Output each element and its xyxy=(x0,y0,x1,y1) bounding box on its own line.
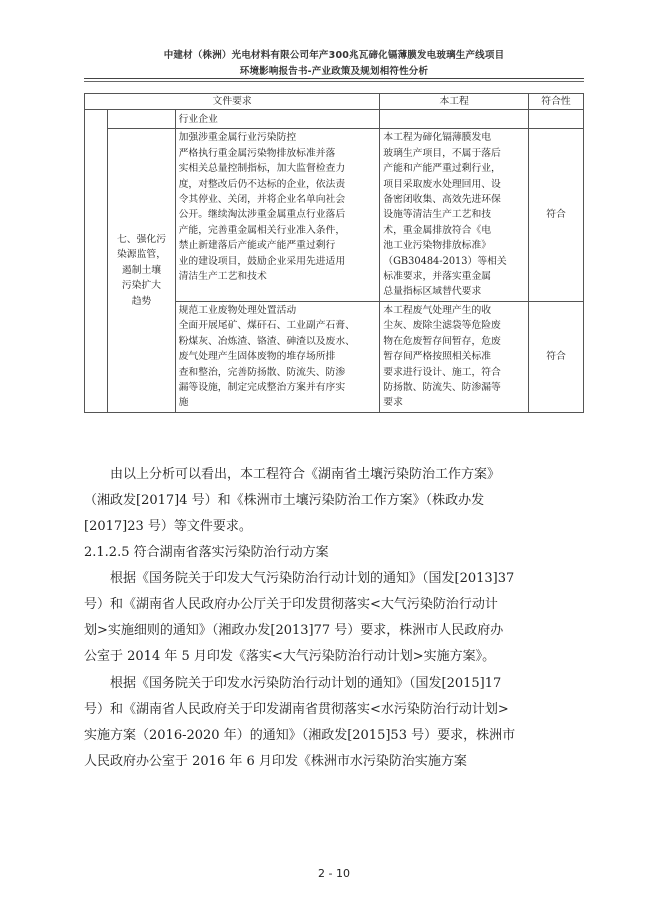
requirement-line: 查和整治，完善防扬散、防流失、防渗 xyxy=(178,366,346,378)
paragraph-water xyxy=(84,671,584,775)
text-line: [2017]23 号）等文件要求。 xyxy=(84,519,252,534)
requirement-line: 规范工业废物处理处置活动 xyxy=(178,304,297,316)
project-line: 防扬散、防流失、防渗漏等 xyxy=(383,381,501,393)
project-cell xyxy=(380,129,529,301)
project-line: 标准要求，并落实重金属 xyxy=(383,271,492,283)
project-line: 池工业污染物排放标准》 xyxy=(383,240,492,252)
project-line: 备密闭收集、高效先进环保 xyxy=(383,194,501,206)
fragment-cell: 行业企业 xyxy=(175,110,380,129)
requirement-line: 度，对整改后仍不达标的企业，依法责 xyxy=(178,178,346,190)
compliance-cell: 符合 xyxy=(528,301,583,412)
text-line: 根据《国务院关于印发大气污染防治行动计划的通知》（国发[2013]37 xyxy=(110,571,515,586)
project-line: 本工程废气处理产生的收 xyxy=(383,304,492,316)
header-title: 中建材（株洲）光电材料有限公司年产300兆瓦碲化镉薄膜发电玻璃生产线项目 xyxy=(163,50,505,61)
project-line: 本工程为碲化镉薄膜发电 xyxy=(383,132,492,144)
blank-project-top xyxy=(380,110,529,129)
requirement-line: 实相关总量控制指标，加大监督检查力 xyxy=(178,163,346,175)
requirement-line: 漏等设施，制定完成整治方案并有序实 xyxy=(178,381,346,393)
requirement-line: 施 xyxy=(178,397,189,409)
category-line: 染源监管， xyxy=(117,249,166,261)
project-line: 设施等清洁生产工艺和技 xyxy=(383,209,492,221)
header-subtitle: 环境影响报告书-产业政策及规划相符性分析 xyxy=(239,66,429,77)
project-cell xyxy=(380,301,529,412)
table-row xyxy=(85,129,584,301)
text-line: 根据《国务院关于印发水污染防治行动计划的通知》（国发[2015]17 xyxy=(110,676,502,691)
requirement-line: 清洁生产工艺和技术 xyxy=(178,271,267,283)
project-line: 要求进行设计、施工，符合 xyxy=(383,366,501,378)
header-requirement: 文件要求 xyxy=(85,94,380,110)
category-line: 七、强化污 xyxy=(117,234,166,246)
project-line: 术，重金属排放符合《电 xyxy=(383,224,492,236)
table-row-fragment xyxy=(85,110,584,129)
section-heading: 2.1.2.5 符合湖南省落实污染防治行动方案 xyxy=(84,545,329,560)
project-line: 尘灰、废除尘滤袋等危险废 xyxy=(383,320,501,332)
text-line: 号）和《湖南省人民政府办公厅关于印发贯彻落实<大气污染防治行动计 xyxy=(84,597,498,612)
header-rule xyxy=(84,78,584,79)
requirement-cell xyxy=(175,129,380,301)
text-line: 公室于 2014 年 5 月印发《落实<大气污染防治行动计划>实施方案》。 xyxy=(84,649,496,664)
requirement-line: 粉煤灰、冶炼渣、铬渣、砷渣以及废水、 xyxy=(178,335,355,347)
project-line: 暂存间严格按照相关标准 xyxy=(383,351,492,363)
header-compliance: 符合性 xyxy=(528,94,583,110)
text-line: 实施方案（2016-2020 年）的通知》（湘政发[2015]53 号）要求，株洲市 xyxy=(84,728,516,743)
text-line: 人民政府办公室于 2016 年 6 月印发《株洲市水污染防治实施方案 xyxy=(84,754,467,769)
category-line: 趋势 xyxy=(131,295,152,307)
blank-cell xyxy=(85,110,108,412)
compliance-cell: 符合 xyxy=(528,129,583,301)
category-cell xyxy=(108,129,175,412)
requirement-line: 业的建设项目，鼓励企业采用先进适用 xyxy=(178,255,346,267)
requirements-table xyxy=(84,93,584,413)
header-rule-thin xyxy=(84,81,584,82)
requirement-line: 加强涉重金属行业污染防控 xyxy=(178,132,297,144)
text-line: 由以上分析可以看出，本工程符合《湖南省土壤污染防治工作方案》 xyxy=(110,467,501,482)
project-line: 玻璃生产项目，不属于落后 xyxy=(383,147,501,159)
requirement-line: 禁止新建落后产能或产能严重过剩行 xyxy=(178,240,336,252)
project-line: （GB30484-2013）等相关 xyxy=(383,255,507,267)
project-line: 要求 xyxy=(383,397,403,409)
paragraph-air xyxy=(84,566,584,670)
requirement-line: 令其停业、关闭，并将企业名单向社会 xyxy=(178,194,346,206)
requirement-line: 废气处理产生固体废物的堆存场所排 xyxy=(178,351,336,363)
blank-compliance-top xyxy=(528,110,583,129)
category-line: 遏制土壤 xyxy=(121,264,162,276)
project-line: 产能和产能严重过剩行业， xyxy=(383,163,501,175)
project-line: 总量指标区域替代要求 xyxy=(383,286,482,298)
project-line: 项目采取废水处理回用、设 xyxy=(383,178,501,190)
requirement-cell xyxy=(175,301,380,412)
paragraph-conclusion xyxy=(84,462,584,540)
blank-category-top xyxy=(108,110,175,129)
header-project: 本工程 xyxy=(380,94,529,110)
text-line: 划>实施细则的通知》（湘政办发[2013]77 号）要求，株洲市人民政府办 xyxy=(84,623,504,638)
project-line: 物在危废暂存间暂存，危废 xyxy=(383,335,501,347)
requirement-line: 产能，完善重金属相关行业准入条件， xyxy=(178,224,346,236)
table-header-row xyxy=(85,94,584,110)
requirement-line: 公开。继续淘汰涉重金属重点行业落后 xyxy=(178,209,346,221)
text-line: 号）和《湖南省人民政府关于印发湖南省贯彻落实<水污染防治行动计划> xyxy=(84,702,509,717)
page-number: 2 - 10 xyxy=(318,867,350,880)
category-line: 污染扩大 xyxy=(121,280,162,292)
requirement-line: 全面开展尾矿、煤矸石、工业副产石膏、 xyxy=(178,320,355,332)
text-line: （湘政发[2017]4 号）和《株洲市土壤污染防治工作方案》（株政办发 xyxy=(84,493,485,508)
requirement-line: 严格执行重金属污染物排放标准并落 xyxy=(178,147,336,159)
